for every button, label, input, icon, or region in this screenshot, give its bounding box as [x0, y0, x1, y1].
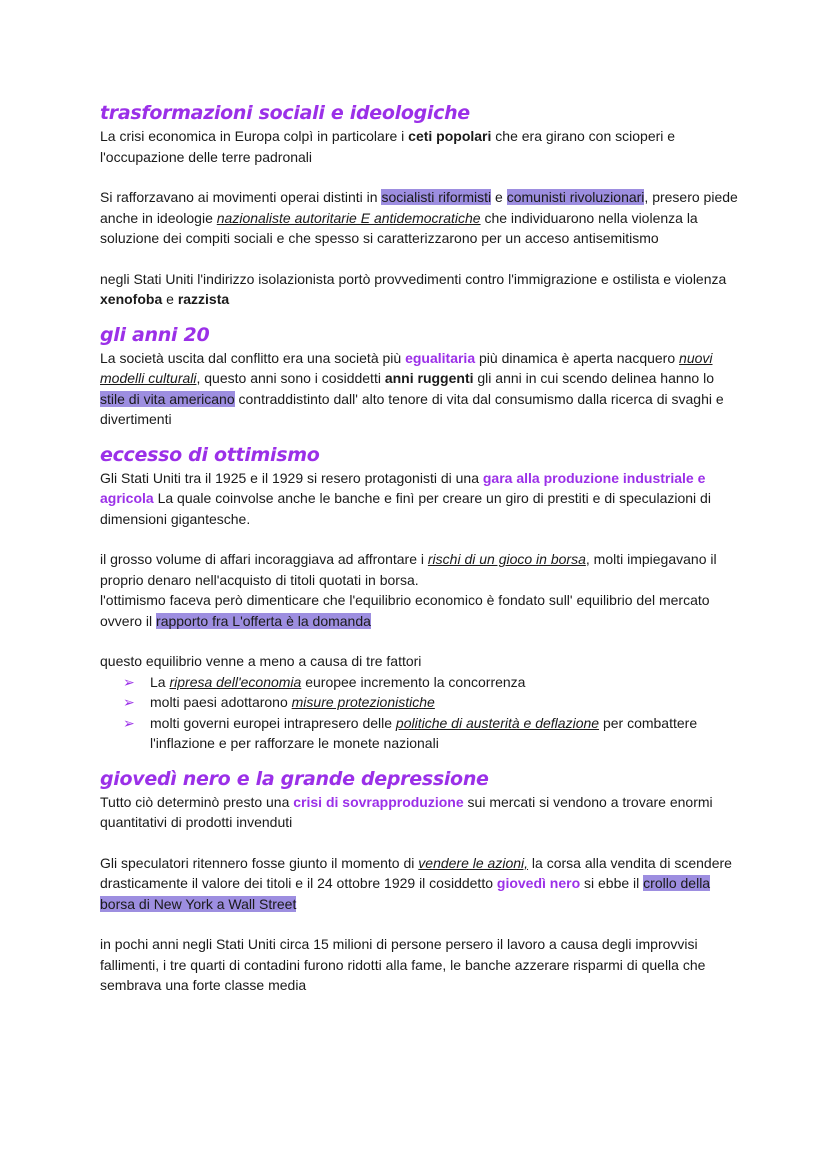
underlined-term: rischi di un gioco in borsa	[427, 551, 586, 567]
highlight: socialisti riformisti	[381, 189, 492, 205]
factor-list	[100, 672, 740, 754]
highlight: comunisti rivoluzionari	[506, 189, 645, 205]
paragraph: Gli speculatori ritennero fosse giunto il momento di vendere le azioni, la corsa alla vendita di scendere drasticamente il valore dei titoli e il 24 ottobre 1929 il cosiddetto giovedì nero si ebbe il crollo della borsa di New York a Wall Street	[100, 854, 732, 912]
paragraph: Gli Stati Uniti tra il 1925 e il 1929 si resero protagonisti di una gara alla produzione industriale e agricola La quale coinvolse anche le banche e finì per creare un giro di prestiti e di speculazioni di dimensioni gigantesche.	[100, 469, 711, 527]
section-heading-trasformazioni: trasformazioni sociali e ideologiche	[100, 102, 470, 124]
section-heading-ottimismo: eccesso di ottimismo	[100, 443, 320, 466]
paragraph: questo equilibrio venne a meno a causa di tre fattori	[100, 653, 422, 669]
document-page	[100, 100, 740, 996]
list-item: ➢ molti paesi adottarono misure protezionistiche	[123, 692, 740, 713]
arrow-bullet-icon: ➢	[123, 714, 135, 731]
arrow-bullet-icon: ➢	[123, 694, 135, 710]
highlight: crollo della borsa di New York a Wall Street	[100, 875, 711, 912]
underlined-term: nazionaliste autoritarie E antidemocratiche	[216, 209, 481, 226]
arrow-bullet-icon: ➢	[123, 673, 135, 690]
underlined-term: nuovi modelli culturali	[100, 349, 713, 386]
paragraph: negli Stati Uniti l'indirizzo isolazionista portò provvedimenti contro l'immigrazione e ostilista e violenza xenofoba e razzista	[100, 270, 727, 307]
highlight: stile di vita americano	[100, 390, 235, 407]
paragraph: La crisi economica in Europa colpì in particolare i ceti popolari che era girano con scioperi e l'occupazione delle terre padronali	[100, 128, 676, 165]
underlined-term: vendere le azioni,	[418, 854, 529, 871]
underlined-term: politiche di austerità e deflazione	[395, 714, 600, 731]
underlined-term: misure protezionistiche	[291, 694, 435, 710]
highlight: rapporto fra L'offerta è la domanda	[156, 612, 371, 629]
paragraph: Tutto ciò determinò presto una crisi di sovrapproduzione sui mercati si vendono a trovare enormi quantitativi di prodotti invenduti	[100, 793, 713, 830]
section-heading-giovedi-nero: giovedì nero e la grande depressione	[100, 767, 489, 790]
paragraph: Si rafforzavano ai movimenti operai distinti in socialisti riformisti e comunisti rivoluzionari, presero piede anche in ideologie nazionaliste autoritarie E antidemocratiche che individuarono nella violenza la soluzione dei compiti sociali e che spesso si caratterizzarono per un acceso antisemitismo	[100, 189, 738, 246]
list-item: ➢ La ripresa dell'economia europee incremento la concorrenza	[123, 672, 740, 693]
paragraph: in pochi anni negli Stati Uniti circa 15 milioni di persone persero il lavoro a causa degli improvvisi fallimenti, i tre quarti di contadini furono ridotti alla fame, le banche azzerare risparmi di quella che sembrava una forte classe media	[100, 936, 706, 993]
list-item: ➢ molti governi europei intrapresero delle politiche di austerità e deflazione per combattere l'inflazione e per rafforzare le monete nazionali	[123, 714, 698, 751]
paragraph: il grosso volume di affari incoraggiava ad affrontare i rischi di un gioco in borsa, molti impiegavano il proprio denaro nell'acquisto di titoli quotati in borsa. l'ottimismo faceva però dimenticare che l'equilibrio economico è fondato sull' equilibrio del mercato ovvero il rapporto fra L'offerta è la domanda	[100, 551, 717, 629]
underlined-term: ripresa dell'economia	[169, 673, 302, 690]
section-heading-anni-20: gli anni 20	[100, 323, 210, 346]
paragraph: La società uscita dal conflitto era una società più egualitaria più dinamica è aperta nacquero nuovi modelli culturali, questo anni sono i cosiddetti anni ruggenti gli anni in cui scendo delinea hanno lo stile di vita americano contraddistinto dall' alto tenore di vita dal consumismo dalla ricerca di svaghi e divertimenti	[100, 349, 724, 427]
